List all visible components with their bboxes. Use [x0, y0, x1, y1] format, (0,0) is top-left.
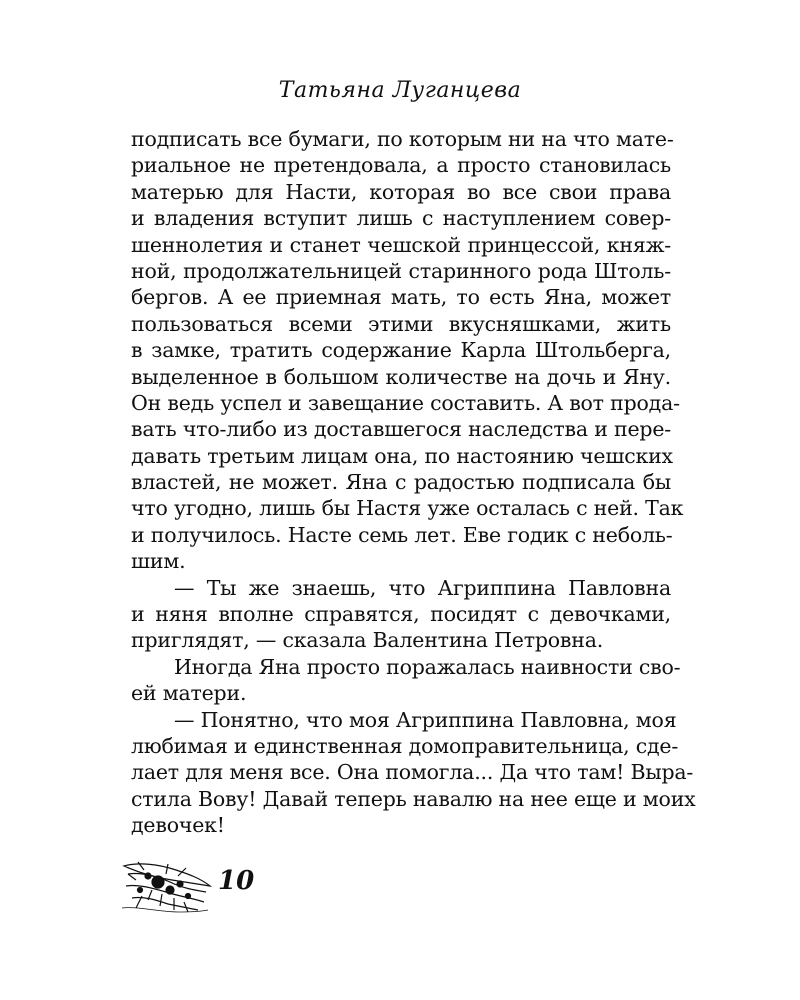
text-line: вать что-либо из доставшегося наследства и пере-	[131, 417, 671, 442]
text-line: ей матери.	[131, 681, 247, 706]
text-line: и владения вступит лишь с наступлением совер-	[131, 206, 671, 231]
text-line: властей, не может. Яна с радостью подписала бы	[131, 470, 671, 495]
running-title: Татьяна Луганцева	[278, 78, 522, 103]
text-line: стила Вову! Давай теперь навалю на нее еще и моих	[131, 786, 696, 811]
page-footer	[118, 856, 318, 916]
body-text	[131, 126, 696, 839]
text-line: и получилось. Насте семь лет. Еве годик с неболь-	[131, 522, 673, 547]
text-line: пользоваться всеми этими вкусняшками, жить	[131, 311, 671, 336]
text-line: риальное не претендовала, а просто становилась	[131, 153, 671, 178]
floral-ornament-icon	[118, 856, 214, 916]
text-line: — Ты же знаешь, что Агриппина Павловна	[174, 575, 671, 600]
text-line: бергов. А ее приемная мать, то есть Яна, может	[131, 285, 671, 310]
text-line: лает для меня все. Она помогла... Да что там! Выра-	[131, 760, 694, 785]
text-line: девочек!	[131, 813, 225, 838]
text-line: матерью для Насти, которая во все свои права	[131, 179, 671, 204]
text-line: приглядят, — сказала Валентина Петровна.	[131, 628, 604, 653]
page-number: 10	[218, 866, 255, 896]
text-line: — Понятно, что моя Агриппина Павловна, моя	[174, 707, 677, 732]
text-line: шим.	[131, 549, 186, 574]
text-line: выделенное в большом количестве на дочь и Яну.	[131, 364, 671, 389]
text-line: подписать все бумаги, по которым ни на что мате-	[131, 127, 674, 151]
text-line: Иногда Яна просто поражалась наивности сво-	[174, 654, 681, 679]
text-line: в замке, тратить содержание Карла Штольберга,	[131, 338, 671, 363]
text-line: ной, продолжательницей старинного рода Штоль-	[131, 258, 671, 283]
text-line: и няня вполне справятся, посидят с девочками,	[131, 602, 671, 627]
text-line: давать третьим лицам она, по настоянию чешских	[131, 443, 673, 468]
text-line: шеннолетия и станет чешской принцессой, княж-	[131, 232, 671, 257]
text-line: Он ведь успел и завещание составить. А вот прода-	[131, 390, 680, 415]
text-line: что угодно, лишь бы Настя уже осталась с ней. Так	[131, 496, 684, 521]
text-line: любимая и единственная домоправительница, сде-	[131, 733, 679, 758]
